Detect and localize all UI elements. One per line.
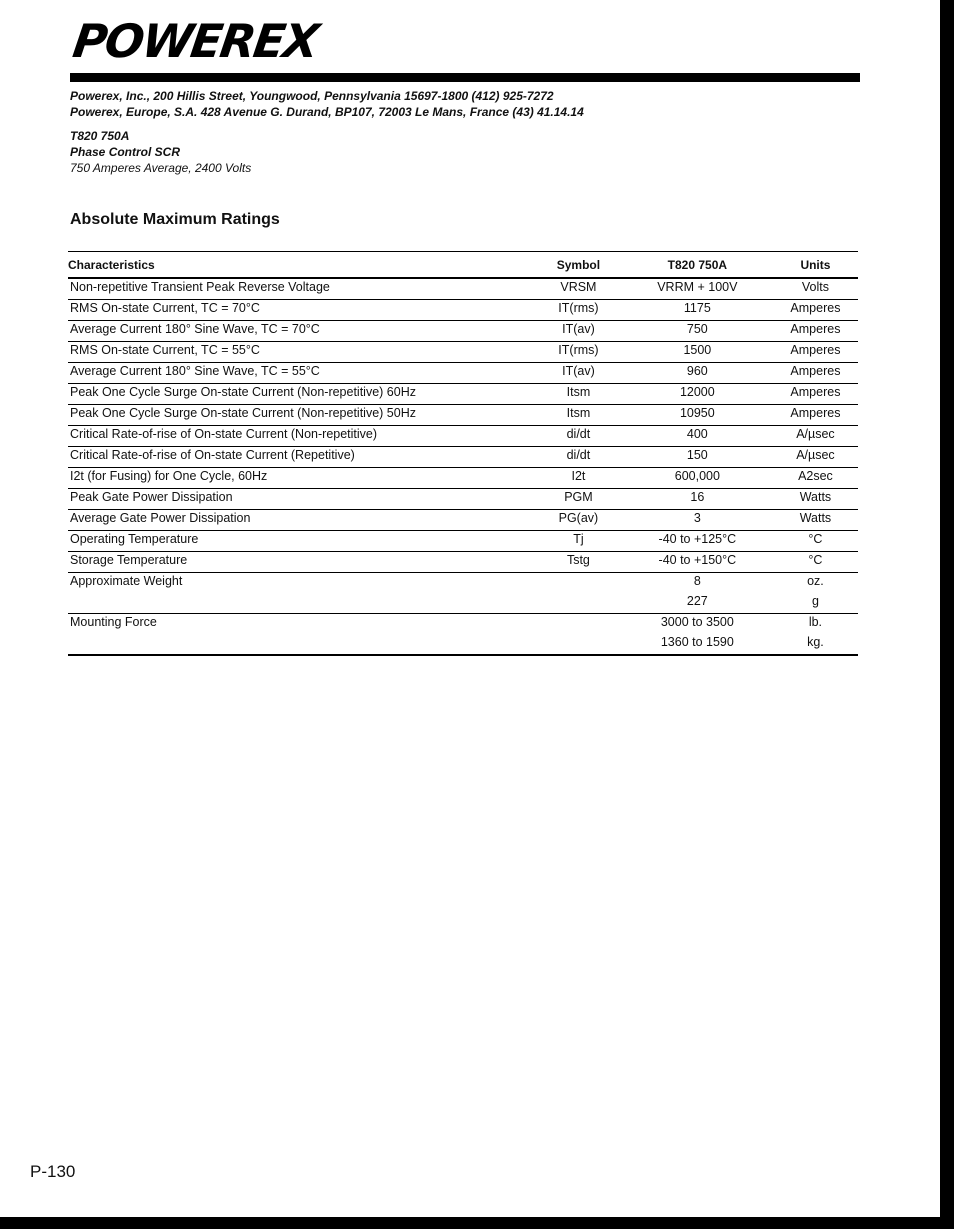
cell-unit: lb. (808, 615, 823, 629)
cell-characteristic: RMS On-state Current, TC = 55°C (68, 342, 535, 363)
cell-characteristic (68, 634, 535, 655)
table-row (68, 363, 858, 384)
cell-value: 1500 (622, 342, 773, 363)
table-row (68, 634, 858, 655)
cell-characteristic: Peak Gate Power Dissipation (68, 489, 535, 510)
table-header-row (68, 252, 858, 279)
cell-unit: Amperes (773, 384, 858, 405)
table-row (68, 510, 858, 531)
table-row (68, 447, 858, 468)
cell-unit: kg. (807, 635, 824, 649)
header-characteristics: Characteristics (68, 252, 535, 279)
cell-symbol: di/dt (535, 447, 622, 468)
table-row (68, 593, 858, 614)
cell-symbol: IT(av) (535, 363, 622, 384)
cell-characteristic: Average Current 180° Sine Wave, TC = 70°C (68, 321, 535, 342)
cell-value: 10950 (622, 405, 773, 426)
cell-unit: Amperes (773, 321, 858, 342)
part-type: Phase Control SCR (70, 145, 181, 159)
part-number: T820 750A (70, 129, 130, 143)
table-row (68, 614, 858, 635)
cell-unit: oz. (807, 574, 824, 588)
cell-value: 16 (622, 489, 773, 510)
table-row (68, 342, 858, 363)
cell-unit: Amperes (773, 342, 858, 363)
cell-value: 227 (622, 593, 773, 614)
cell-value: VRRM + 100V (622, 278, 773, 300)
cell-symbol (535, 573, 622, 594)
cell-characteristic: Critical Rate-of-rise of On-state Current (Non-repetitive) (68, 426, 535, 447)
cell-value: 3 (622, 510, 773, 531)
cell-symbol: Tj (535, 531, 622, 552)
table-row (68, 573, 858, 594)
cell-characteristic: Approximate Weight (70, 574, 183, 588)
cell-value: 1360 to 1590 (660, 635, 734, 649)
page-number: P-130 (30, 1162, 76, 1181)
cell-unit: Volts (773, 278, 858, 300)
cell-value: 750 (622, 321, 773, 342)
cell-unit: g (773, 593, 858, 614)
cell-value: 8 (693, 574, 701, 588)
cell-characteristic: Non-repetitive Transient Peak Reverse Voltage (68, 278, 535, 300)
cell-value: 1175 (622, 300, 773, 321)
cell-symbol (535, 634, 622, 655)
header-units: Units (773, 252, 858, 279)
cell-unit: Watts (773, 489, 858, 510)
cell-symbol: IT(av) (535, 321, 622, 342)
cell-symbol: IT(rms) (535, 342, 622, 363)
cell-unit: Amperes (773, 300, 858, 321)
section-title: Absolute Maximum Ratings (70, 211, 280, 228)
header-value: T820 750A (622, 252, 773, 279)
powerex-logo: POWEREX (69, 14, 321, 68)
cell-characteristic (68, 593, 535, 614)
table-row (68, 300, 858, 321)
cell-unit: A/µsec (773, 426, 858, 447)
part-rating: 750 Amperes Average, 2400 Volts (70, 161, 252, 175)
table-row (68, 489, 858, 510)
cell-value: -40 to +150°C (622, 552, 773, 573)
cell-unit: Amperes (773, 405, 858, 426)
cell-symbol (535, 593, 622, 614)
cell-value: 400 (622, 426, 773, 447)
cell-symbol: I2t (535, 468, 622, 489)
cell-unit: °C (773, 531, 858, 552)
table-row (68, 426, 858, 447)
cell-value: 12000 (622, 384, 773, 405)
cell-characteristic: Peak One Cycle Surge On-state Current (Non-repetitive) 50Hz (68, 405, 535, 426)
cell-characteristic: Operating Temperature (68, 531, 535, 552)
part-info (70, 128, 251, 176)
cell-symbol: Itsm (535, 384, 622, 405)
cell-symbol: IT(rms) (535, 300, 622, 321)
cell-characteristic: I2t (for Fusing) for One Cycle, 60Hz (68, 468, 535, 489)
cell-value: -40 to +125°C (622, 531, 773, 552)
cell-characteristic: Storage Temperature (68, 552, 535, 573)
header-symbol: Symbol (535, 252, 622, 279)
cell-value: 600,000 (622, 468, 773, 489)
cell-symbol: Itsm (535, 405, 622, 426)
table-row (68, 531, 858, 552)
cell-symbol (535, 614, 622, 635)
cell-value: 960 (622, 363, 773, 384)
cell-unit: Amperes (773, 363, 858, 384)
table-row (68, 405, 858, 426)
cell-characteristic: Average Current 180° Sine Wave, TC = 55°C (68, 363, 535, 384)
cell-characteristic: RMS On-state Current, TC = 70°C (68, 300, 535, 321)
address-europe: Powerex, Europe, S.A. 428 Avenue G. Durand, BP107, 72003 Le Mans, France (43) 41.14.14 (70, 105, 584, 119)
cell-symbol: PGM (535, 489, 622, 510)
table-row (68, 384, 858, 405)
cell-symbol: PG(av) (535, 510, 622, 531)
cell-symbol: Tstg (535, 552, 622, 573)
ratings-table (68, 251, 858, 656)
cell-symbol: VRSM (535, 278, 622, 300)
cell-characteristic: Peak One Cycle Surge On-state Current (Non-repetitive) 60Hz (68, 384, 535, 405)
table-row (68, 552, 858, 573)
header-rule (70, 73, 860, 82)
table-row (68, 321, 858, 342)
table-row (68, 468, 858, 489)
cell-symbol: di/dt (535, 426, 622, 447)
cell-value: 3000 to 3500 (660, 615, 734, 629)
cell-characteristic: Critical Rate-of-rise of On-state Current (Repetitive) (68, 447, 535, 468)
scan-border-right (940, 0, 954, 1229)
cell-characteristic: Average Gate Power Dissipation (68, 510, 535, 531)
cell-unit: °C (773, 552, 858, 573)
cell-characteristic: Mounting Force (70, 615, 157, 629)
address-usa: Powerex, Inc., 200 Hillis Street, Youngwood, Pennsylvania 15697-1800 (412) 925-7272 (70, 89, 554, 103)
cell-unit: A/µsec (773, 447, 858, 468)
cell-unit: A2sec (773, 468, 858, 489)
table-row (68, 278, 858, 300)
cell-value: 150 (622, 447, 773, 468)
scan-border-bottom (0, 1217, 954, 1229)
cell-unit: Watts (773, 510, 858, 531)
